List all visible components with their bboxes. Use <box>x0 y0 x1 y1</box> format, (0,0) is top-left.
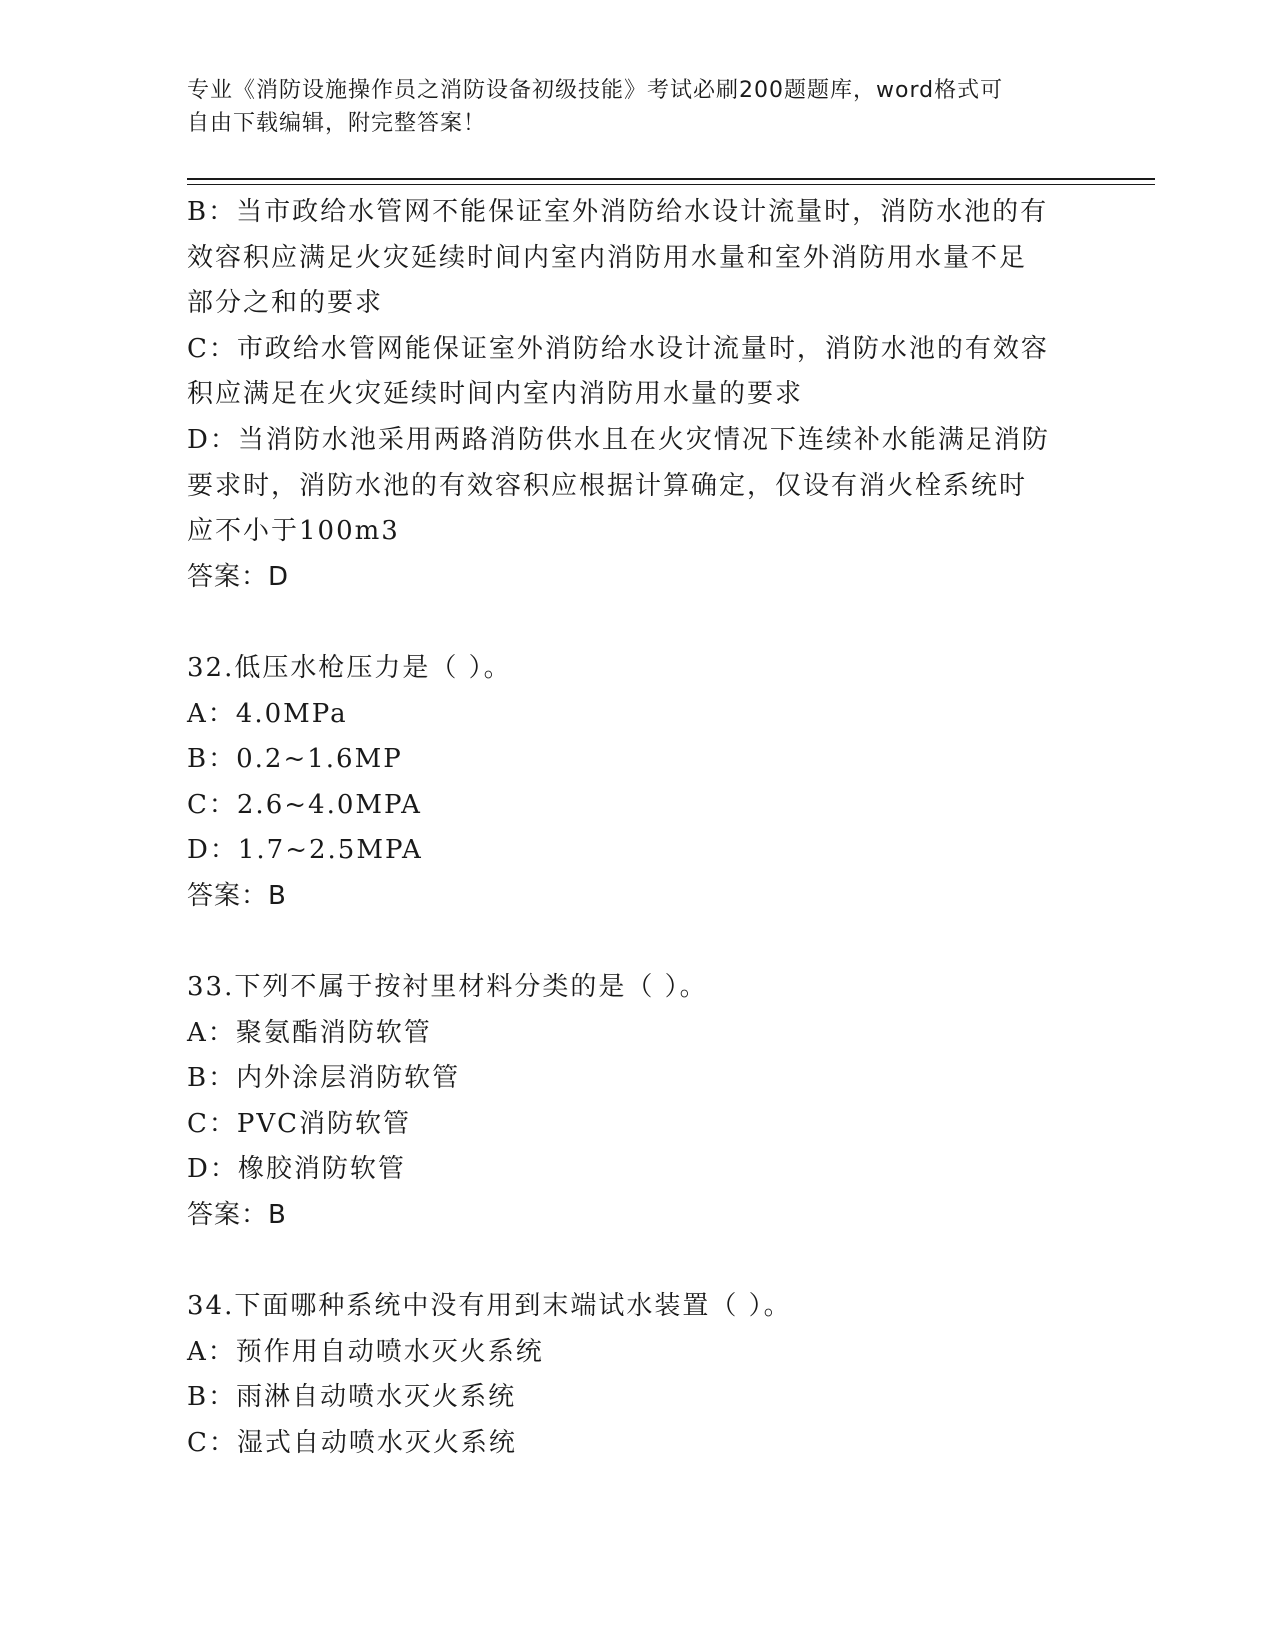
question-stem: 32.低压水枪压力是（ ）。 <box>187 652 512 683</box>
spacer <box>187 600 1087 646</box>
option-c: C：PVC消防软管 <box>187 1108 412 1139</box>
option-d: D：1.7~2.5MPA <box>187 835 423 866</box>
question-34 <box>187 1284 1087 1466</box>
option-d-line-2: 要求时，消防水池的有效容积应根据计算确定，仅设有消火栓系统时 <box>187 470 1028 501</box>
header-divider-thin <box>187 184 1155 185</box>
option-b: B：内外涂层消防软管 <box>187 1063 461 1094</box>
prev-question-block <box>187 190 1087 600</box>
question-stem: 33.下列不属于按衬里材料分类的是（ ）。 <box>187 972 708 1003</box>
option-b: B：雨淋自动喷水灭火系统 <box>187 1382 517 1413</box>
option-a: A：4.0MPa <box>187 698 348 729</box>
question-32 <box>187 646 1087 920</box>
option-d: D：橡胶消防软管 <box>187 1154 406 1185</box>
option-c-line-1: C：市政给水管网能保证室外消防给水设计流量时，消防水池的有效容 <box>187 333 1049 364</box>
option-c: C：2.6~4.0MPA <box>187 789 422 820</box>
question-content <box>187 190 1087 1467</box>
option-b-line-2: 效容积应满足火灾延续时间内室内消防用水量和室外消防用水量不足 <box>187 242 1028 273</box>
answer: 答案：B <box>187 880 287 911</box>
option-c: C：湿式自动喷水灭火系统 <box>187 1428 517 1459</box>
option-a: A：预作用自动喷水灭火系统 <box>187 1336 544 1367</box>
option-d-line-3: 应不小于100m3 <box>187 516 400 547</box>
option-b: B：0.2~1.6MP <box>187 744 403 775</box>
spacer <box>187 920 1087 966</box>
document-header <box>187 74 1087 140</box>
option-b-line-3: 部分之和的要求 <box>187 288 384 319</box>
option-a: A：聚氨酯消防软管 <box>187 1017 432 1048</box>
spacer <box>187 1239 1087 1285</box>
answer: 答案：B <box>187 1200 287 1231</box>
option-d-line-1: D：当消防水池采用两路消防供水且在火灾情况下连续补水能满足消防 <box>187 424 1050 455</box>
header-line-2: 自由下载编辑，附完整答案！ <box>187 111 487 136</box>
option-c-line-2: 积应满足在火灾延续时间内室内消防用水量的要求 <box>187 379 804 410</box>
header-line-1: 专业《消防设施操作员之消防设备初级技能》考试必刷200题题库，word格式可 <box>187 78 1004 103</box>
header-divider-thick <box>187 178 1155 180</box>
question-stem: 34.下面哪种系统中没有用到末端试水装置（ ）。 <box>187 1291 792 1322</box>
question-33 <box>187 965 1087 1239</box>
answer: 答案：D <box>187 561 290 592</box>
option-b-line-1: B：当市政给水管网不能保证室外消防给水设计流量时，消防水池的有 <box>187 197 1049 227</box>
